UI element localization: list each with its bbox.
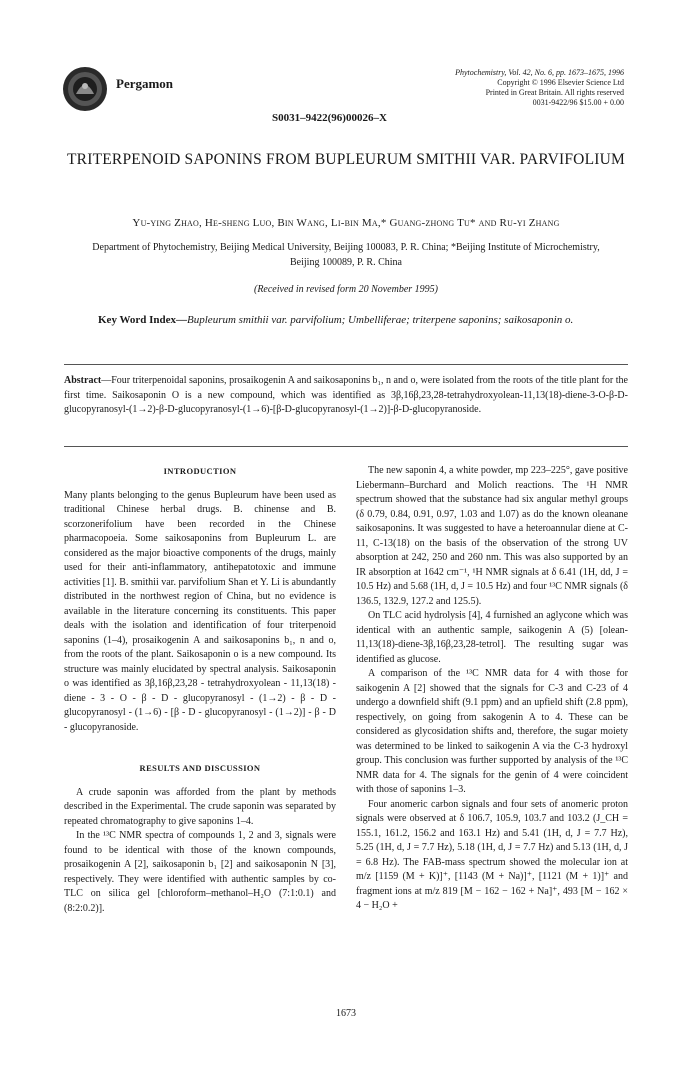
publisher-name: Pergamon xyxy=(116,76,174,91)
keywords-text: Bupleurum smithii var. parvifolium; Umbelliferae; triterpene saponins; saikosaponin o. xyxy=(187,314,574,326)
printed-line: Printed in Great Britain. All rights reserved xyxy=(485,88,624,97)
journal-info xyxy=(455,68,624,108)
right-paragraph-2: On TLC acid hydrolysis [4], 4 furnished an aglycone which was identical with an authentic sample, saikogenin A (5) [olean-11,13(18)-diene-3β,16β,23,28-tetrol]. The resulting sugar was identified as glucose. xyxy=(356,610,628,665)
abstract xyxy=(64,374,628,418)
top-divider xyxy=(64,364,628,365)
abstract-text: —Four triterpenoidal saponins, prosaikogenin A and saikosaponins b₁, n and o, were isolated from the roots of the title plant for the first time. Saikosaponin O is a new compound, which was identified as 3β,16β,23,28-tetrahydroxyolean-11,13(18)-diene-3-O-β-D-glucopyranosyl-(1→2)-β-D-glucopyranosyl-(1→6)-[β-D-glucopyranosyl-(1→2)]-β-D-glucopyranoside. xyxy=(64,375,628,415)
keywords xyxy=(98,313,592,328)
left-column xyxy=(64,464,336,916)
keywords-label: Key Word Index— xyxy=(98,314,188,326)
pergamon-logo xyxy=(62,66,108,112)
copyright-line: Copyright © 1996 Elsevier Science Ltd xyxy=(497,78,624,87)
introduction-heading: INTRODUCTION xyxy=(163,466,237,476)
introduction-text: Many plants belonging to the genus Bupleurum have been used as traditional Chinese herbal drugs. B. chinense and B. scorzonerifolium have been recorded in the Chinese pharmacopoeia. Some saikosaponins from Bupleurum L. are considered as the major bioactive components of the drugs, mainly used for their anti-inflammatory, antihepatotoxic and immune activities [1]. B. smithii var. parvifolium Shan et Y. Li is abundantly distributed in the northwest region of China, but no evidence is available in the literature concerning its constituents. This paper deals with the isolation and identification of four triterpenoid saponins (1–4), prosaikogenin A and saikosaponins b₁, n and o, from the roots of the plant. Saikosaponin o is a new compound. Its structure was mainly elucidated by spectral analysis. Saikosaponin o was identified as 3β,16β,23,28 - tetrahydroxyolean - 11,13(18) - diene - 3 - O - β - D - glucopyranosyl - (1→2) - β - D - glucopyranosyl - (1→6) - [β - D - glucopyranosyl - (1→2)] - β - D - glucopyranoside. xyxy=(64,489,336,733)
right-column xyxy=(356,464,628,914)
right-paragraph-3: A comparison of the ¹³C NMR data for 4 with those for saikogenin A [2] showed that the signals for C-3 and C-23 of 4 undergo a downfield shift (9.1 ppm) and an upfield shift (2.8 ppm), respectively, on going from sakogenin A to 4. These can be considered as glycosidation shifts and, therefore, the sugar moiety was determined to be linked to saikogenin A via the C-3 hydroxyl group. This conclusion was further supported by analysis of the ¹³C NMR data for 4. The signals for the genin of 4 were coincident with those of saponins 1–3. xyxy=(356,668,628,795)
results-paragraph-1: A crude saponin was afforded from the plant by methods described in the Experimental. The crude saponin was separated by repeated chromatography to give saponins 1–4. xyxy=(64,786,336,827)
received-date: (Received in revised form 20 November 1995) xyxy=(253,284,438,295)
journal-citation: Phytochemistry, Vol. 42, No. 6, pp. 1673–1675, 1996 xyxy=(455,68,624,77)
bottom-divider xyxy=(64,446,628,447)
abstract-label: Abstract xyxy=(64,375,102,386)
results-paragraph-2: In the ¹³C NMR spectra of compounds 1, 2 and 3, signals were found to be identical with those of the known compounds, prosaikogenin A [2], saikosaponin b₁ [2] and saikosaponin N [3], respectively. They were identified with authentic samples by co-TLC on silica gel [chloroform–methanol–H₂O (7:1:0.1) and (8:2:0.2)]. xyxy=(64,830,336,914)
right-paragraph-4: Four anomeric carbon signals and four sets of anomeric proton signals were observed at δ 106.7, 105.9, 103.7 and 103.2 (J_CH = 155.1, 161.2, 156.2 and 163.1 Hz) and 5.41 (1H, d, J = 7.7 Hz), 5.25 (1H, d, J = 7.7 Hz), 5.18 (1H, d, J = 7.7 Hz) and 5.13 (1H, d, J = 6.8 Hz). The FAB-mass spectrum showed the molecular ion at m/z [1159 (M + K)]⁺, [1143 (M + Na)]⁺, [1121 (M + 1)]⁺ and fragment ions at m/z 819 [M − 162 − 162 + Na]⁺, 493 [M − 162 × 4 − H₂O + xyxy=(356,798,628,911)
doc-code: S0031–9422(96)00026–X xyxy=(272,112,387,124)
paper-title: TRITERPENOID SAPONINS FROM BUPLEURUM SMITHII VAR. PARVIFOLIUM xyxy=(67,151,625,168)
authors: Yu-ying Zhao, He-sheng Luo, Bin Wang, Li-bin Ma,* Guang-zhong Tu* and Ru-yi Zhang xyxy=(132,217,560,229)
results-heading: RESULTS AND DISCUSSION xyxy=(139,763,261,773)
affiliation: Department of Phytochemistry, Beijing Medical University, Beijing 100083, P. R. China; *Beijing Institute of Microchemistry, Beijing 100089, P. R. China xyxy=(92,242,600,268)
issn-line: 0031-9422/96 $15.00 + 0.00 xyxy=(532,98,624,107)
right-paragraph-1: The new saponin 4, a white powder, mp 223–225°, gave positive Liebermann–Burchard and Molich reactions. The ¹H NMR spectrum showed that the substance had six angular methyl groups (δ 0.79, 0.84, 0.91, 0.97, 1.03 and 1.07) as do the known oleanane saikosaponins. It was suggested to have a heteroannular diene at C-11, C-13(18) on the basis of the observation of the strong UV absorption at 242, 250 and 260 nm. This was also supported by an IR absorption at 1642 cm⁻¹, ¹H NMR signals at δ 6.41 (1H, dd, J = 10.5 Hz) and 5.68 (1H, d, J = 10.5 Hz) and four ¹³C NMR signals (δ 136.5, 132.9, 127.2 and 125.5). xyxy=(356,465,628,607)
page-number: 1673 xyxy=(336,1008,356,1019)
